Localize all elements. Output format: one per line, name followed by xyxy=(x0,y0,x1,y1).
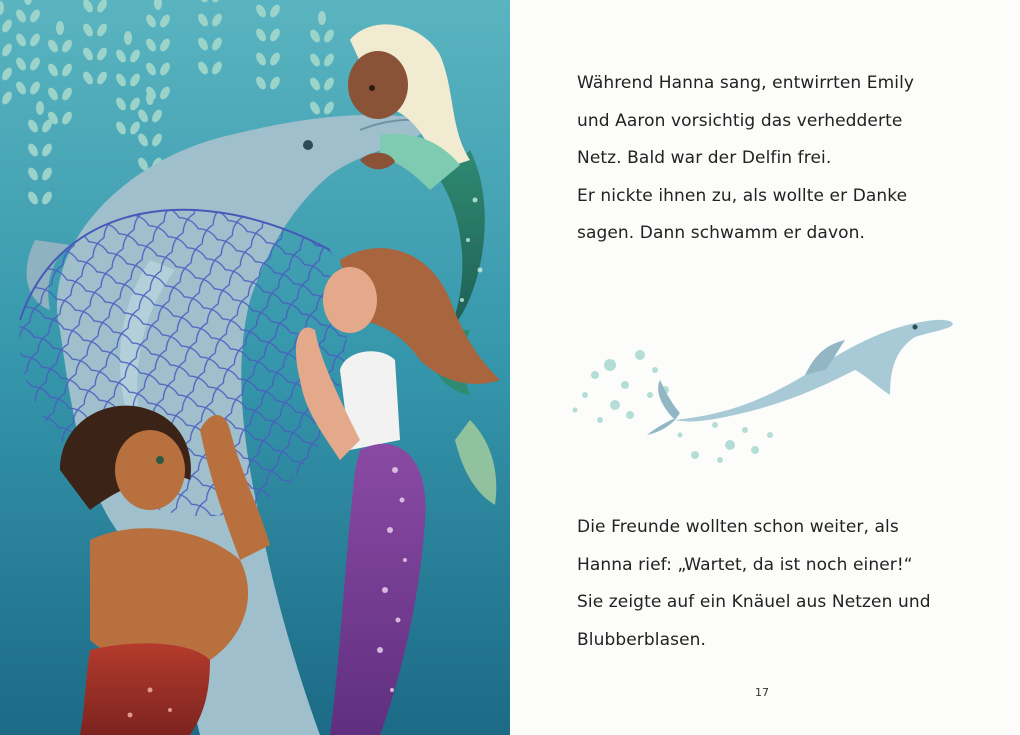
swimming-dolphin-illustration xyxy=(555,295,955,475)
text-line: sagen. Dann schwamm er davon. xyxy=(577,223,865,243)
page-number: 17 xyxy=(755,686,769,699)
text-line: Netz. Bald war der Delfin frei. xyxy=(577,148,832,168)
paragraph-1 xyxy=(577,65,914,253)
dolphin-body xyxy=(647,320,953,435)
text-line: Die Freunde wollten schon weiter, als xyxy=(577,517,899,537)
text-line: Blubberblasen. xyxy=(577,629,707,650)
text-line: Sie zeigte auf ein Knäuel aus Netzen und xyxy=(577,592,931,612)
paragraph-2 xyxy=(577,509,931,659)
text-line: Während Hanna sang, entwirrten Emily xyxy=(577,73,915,93)
text-line: Hanna rief: „Wartet, da ist noch einer!“ xyxy=(577,554,913,575)
text-line: Er nickte ihnen zu, als wollte er Danke xyxy=(577,185,908,206)
text-page xyxy=(510,0,1020,735)
text-line: und Aaron vorsichtig das verhedderte xyxy=(577,110,903,131)
